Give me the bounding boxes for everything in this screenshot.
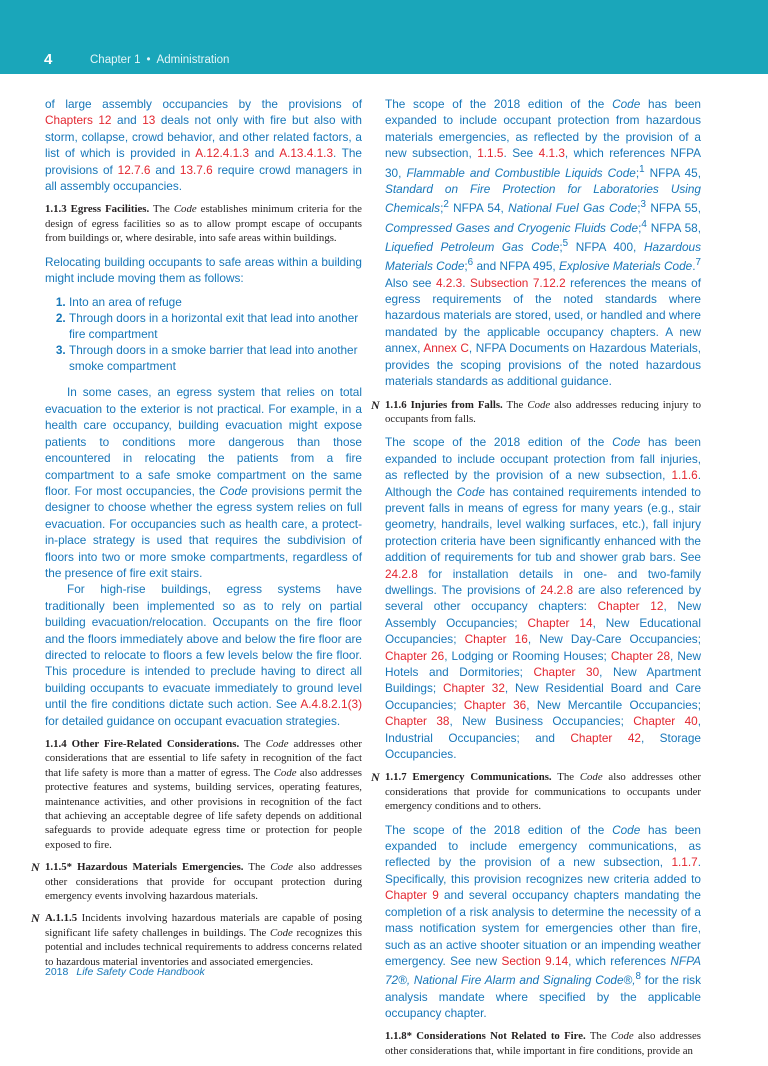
section-1-1-8: 1.1.8* Considerations Not Related to Fire. The Code also addresses other considerations that, while important in fire conditions, provide an — [385, 1030, 701, 1057]
section-1-1-3: 1.1.3 Egress Facilities. The Code establishes minimum criteria for the design of egress facilities so as to allow prompt escape of occupants from buildings or, where desirable, into safe areas within buildings. — [45, 203, 362, 245]
list-item: 2. Through doors in a horizontal exit that lead into another fire compartment — [69, 310, 362, 342]
running-footer — [45, 966, 205, 978]
right-column — [371, 96, 702, 1066]
link-chapter-36[interactable]: Chapter 36 — [463, 697, 527, 712]
relocation-list — [45, 294, 362, 374]
section-heading: 1.1.5* Hazardous Materials Emergencies. — [45, 861, 244, 874]
page-number: 4 — [44, 51, 53, 68]
section-heading: A.1.1.5 — [45, 912, 78, 925]
section-heading: 1.1.6 Injuries from Falls. — [385, 398, 503, 411]
link-24-2-8[interactable]: 24.2.8 — [540, 582, 574, 597]
chapter-name: Chapter 1 — [90, 54, 141, 66]
link-13-7-6[interactable]: 13.7.6 — [179, 162, 213, 177]
link-12-7-6[interactable]: 12.7.6 — [117, 162, 151, 177]
section-1-1-4: 1.1.4 Other Fire-Related Considerations. The Code addresses other considerations that are essential to life safety in recognition of the fact that life safety is more than a matter of egress. The Code also addresses protective features and systems, building services, operating features, maintenance activities, and other provisions in recognition of the fact that achieving an acceptable degree of life safety depends on additional safeguards to provide adequate egress time or protection for people exposed to fire. — [45, 738, 363, 851]
commentary-high-rise: For high-rise buildings, egress systems have traditionally been implemented so as to rely on partial building evacuation/relocation. Occupants on the fire floor and the floors immediately above and below the fire floor are directed to relocate to floors a few levels below the fire floor. This procedure is intended to preclude having to direct all building occupants to evacuate immediately to ground level until the fire conditions dictate such action. See A.4.8.2.1(3) for detailed guidance on occupant evacuation strategies. — [45, 582, 362, 728]
link-a-4-8-2-1-3[interactable]: A.4.8.2.1(3) — [300, 697, 362, 712]
chapter-label — [90, 54, 229, 66]
link-1-1-7[interactable]: 1.1.7 — [671, 855, 698, 870]
new-material-marker: N — [371, 770, 380, 785]
section-heading: 1.1.4 Other Fire-Related Considerations. — [45, 738, 240, 750]
new-material-marker: N — [31, 911, 40, 926]
new-material-marker: N — [31, 860, 40, 875]
annex-a-1-1-5: N A.1.1.5 Incidents involving hazardous materials are capable of posing significant life safety challenges in buildings. The Code recognizes this potential and includes technical requirements to address concerns related to hazardous material inventories and associated emergencies. — [31, 911, 362, 968]
link-chapter-28[interactable]: Chapter 28 — [610, 648, 671, 663]
section-1-1-7: N 1.1.7 Emergency Communications. The Code also addresses other considerations that provide for communications to occupants under emergency conditions and to others. — [371, 770, 701, 813]
link-chapter-38[interactable]: Chapter 38 — [385, 714, 450, 729]
link-annex-c[interactable]: Annex C — [423, 341, 469, 356]
link-chapter-32[interactable]: Chapter 32 — [442, 681, 505, 696]
link-section-9-14[interactable]: Section 9.14 — [501, 953, 569, 968]
commentary-evacuation: In some cases, an egress system that relies on total evacuation to the exterior is not practical. For example, in a health care occupancy, building evacuation might expose patients to conditions more dangerous than those encountered in relocating the patients from a fire compartment to a safe smoke compartment on the same floor. For most occupancies, the Code provisions permit the designer to choose whether the egress system relies on full evacuation. For occupancies such as health care, a protect-in-place strategy is used that requires the subdivision of floors into two or more smoke compartments, regardless of the presence of fire exit stairs. — [45, 385, 362, 580]
link-4-1-3[interactable]: 4.1.3 — [538, 146, 565, 161]
commentary-relocating: Relocating building occupants to safe areas within a building might include moving them as follows: — [45, 254, 362, 286]
list-item: 1. Into an area of refuge — [69, 294, 362, 310]
link-chapter-40[interactable]: Chapter 40 — [633, 714, 698, 729]
section-name: Administration — [156, 54, 230, 66]
link-chapter-26[interactable]: Chapter 26 — [385, 648, 445, 663]
commentary-falls-scope: The scope of the 2018 edition of the Code has been expanded to include occupant protection from fall injuries, as reflected by the provision of a new subsection, 1.1.6. Although the Code has contained requirements intended to prevent falls in means of egress for many years (e.g., stair geometry, handrails, level walking surfaces, etc.), fall injury protection criteria have been significantly enhanced with the addition of requirements for tub and shower grab bars. See 24.2.8 for installation details in one- and two-family dwellings. The provisions of 24.2.8 are also referenced by several other occupancy chapters: Chapter 12, New Assembly Occupancies; Chapter 14, New Educational Occupancies; Chapter 16, New Day-Care Occupancies; Chapter 26, Lodging or Rooming Houses; Chapter 28, New Hotels and Dormitories; Chapter 30, New Apartment Buildings; Chapter 32, New Residential Board and Care Occupancies; Chapter 36, New Mercantile Occupancies; Chapter 38, New Business Occupancies; Chapter 40, Industrial Occupancies; and Chapter 42, Storage Occupancies. — [385, 435, 702, 762]
link-chapter-30[interactable]: Chapter 30 — [533, 665, 600, 680]
section-heading: 1.1.8* Considerations Not Related to Fire. — [385, 1030, 586, 1043]
section-heading: 1.1.3 Egress Facilities. — [45, 203, 150, 216]
list-item: 3. Through doors in a smoke barrier that lead into another smoke compartment — [69, 342, 362, 374]
bullet-separator: • — [146, 54, 151, 66]
link-subsection-7-12-2[interactable]: Subsection 7.12.2 — [469, 275, 566, 290]
link-chapter-9[interactable]: Chapter 9 — [385, 888, 439, 903]
commentary-hazmat-scope: The scope of the 2018 edition of the Code has been expanded to include occupant protection from hazardous materials emergencies, as reflected by the provision of a new subsection, 1.1.5. See 4.1.3, which references NFPA 30, Flammable and Combustible Liquids Code;$^1$ NFPA 45, Standard on Fire Protection for Laboratories Using Chemicals;$^2$ NFPA 54, National Fuel Gas Code;$^3$ NFPA 55, Compressed Gases and Cryogenic Fluids Code;$^4$ NFPA 58, Liquefied Petroleum Gas Code;$^5$ NFPA 400, Hazardous Materials Code;$^6$ and NFPA 495, Explosive Materials Code.$^7$ Also see 4.2.3. Subsection 7.12.2 references the means of egress requirements of the noted standards where hazardous materials are stored, used, or handled and where mandated by the applicable occupancy chapters. A new annex, Annex C, NFPA Documents on Hazardous Materials, provides the scoping provisions of the noted hazardous materials standards as additional guidance. — [385, 97, 702, 389]
section-heading: 1.1.7 Emergency Communications. — [385, 771, 552, 784]
link-chapter-13[interactable]: 13 — [142, 113, 156, 128]
running-header — [0, 0, 768, 74]
footer-year: 2018 — [45, 966, 69, 978]
link-chapter-16[interactable]: Chapter 16 — [464, 632, 528, 647]
link-chapters-12[interactable]: Chapters 12 — [45, 113, 112, 128]
link-a-12-4-1-3[interactable]: A.12.4.1.3 — [195, 146, 250, 161]
link-4-2-3[interactable]: 4.2.3 — [435, 275, 463, 290]
link-1-1-6[interactable]: 1.1.6 — [671, 468, 698, 483]
left-column — [31, 96, 363, 977]
link-chapter-12[interactable]: Chapter 12 — [597, 599, 664, 614]
link-24-2-8[interactable]: 24.2.8 — [385, 566, 418, 581]
link-1-1-5[interactable]: 1.1.5 — [477, 146, 504, 161]
commentary-assembly: of large assembly occupancies by the provisions of Chapters 12 and 13 deals not only with fire but also with storm, collapse, crowd behavior, and other related factors, a list of which is provided in A.12.4.1.3 and A.13.4.1.3. The provisions of 12.7.6 and 13.7.6 require crowd managers in all assembly occupancies. — [45, 97, 362, 194]
link-a-13-4-1-3[interactable]: A.13.4.1.3 — [279, 146, 334, 161]
section-1-1-6: N 1.1.6 Injuries from Falls. The Code also addresses reducing injury to occupants from falls. — [371, 397, 701, 425]
link-chapter-14[interactable]: Chapter 14 — [527, 615, 593, 630]
new-material-marker: N — [371, 397, 380, 412]
link-chapter-42[interactable]: Chapter 42 — [570, 730, 641, 745]
section-1-1-5: N 1.1.5* Hazardous Materials Emergencies. The Code also addresses other considerations that provide for occupant protection during emergency events involving hazardous materials. — [31, 860, 363, 903]
footer-title: Life Safety Code Handbook — [76, 966, 205, 978]
commentary-communications-scope: The scope of the 2018 edition of the Code has been expanded to include emergency communications, as reflected by the provision of a new subsection, 1.1.7. Specifically, this provision recognizes new criteria added to Chapter 9 and several occupancy chapters mandating the completion of a risk analysis to determine the necessity of a mass notification system for emergencies other than fire, such as an active shooter situation or an impending weather emergency. See new Section 9.14, which references NFPA 72®, National Fire Alarm and Signaling Code®,$^8$ for the risk analysis mandate where specified by the applicable occupancy chapter. — [385, 822, 701, 1021]
